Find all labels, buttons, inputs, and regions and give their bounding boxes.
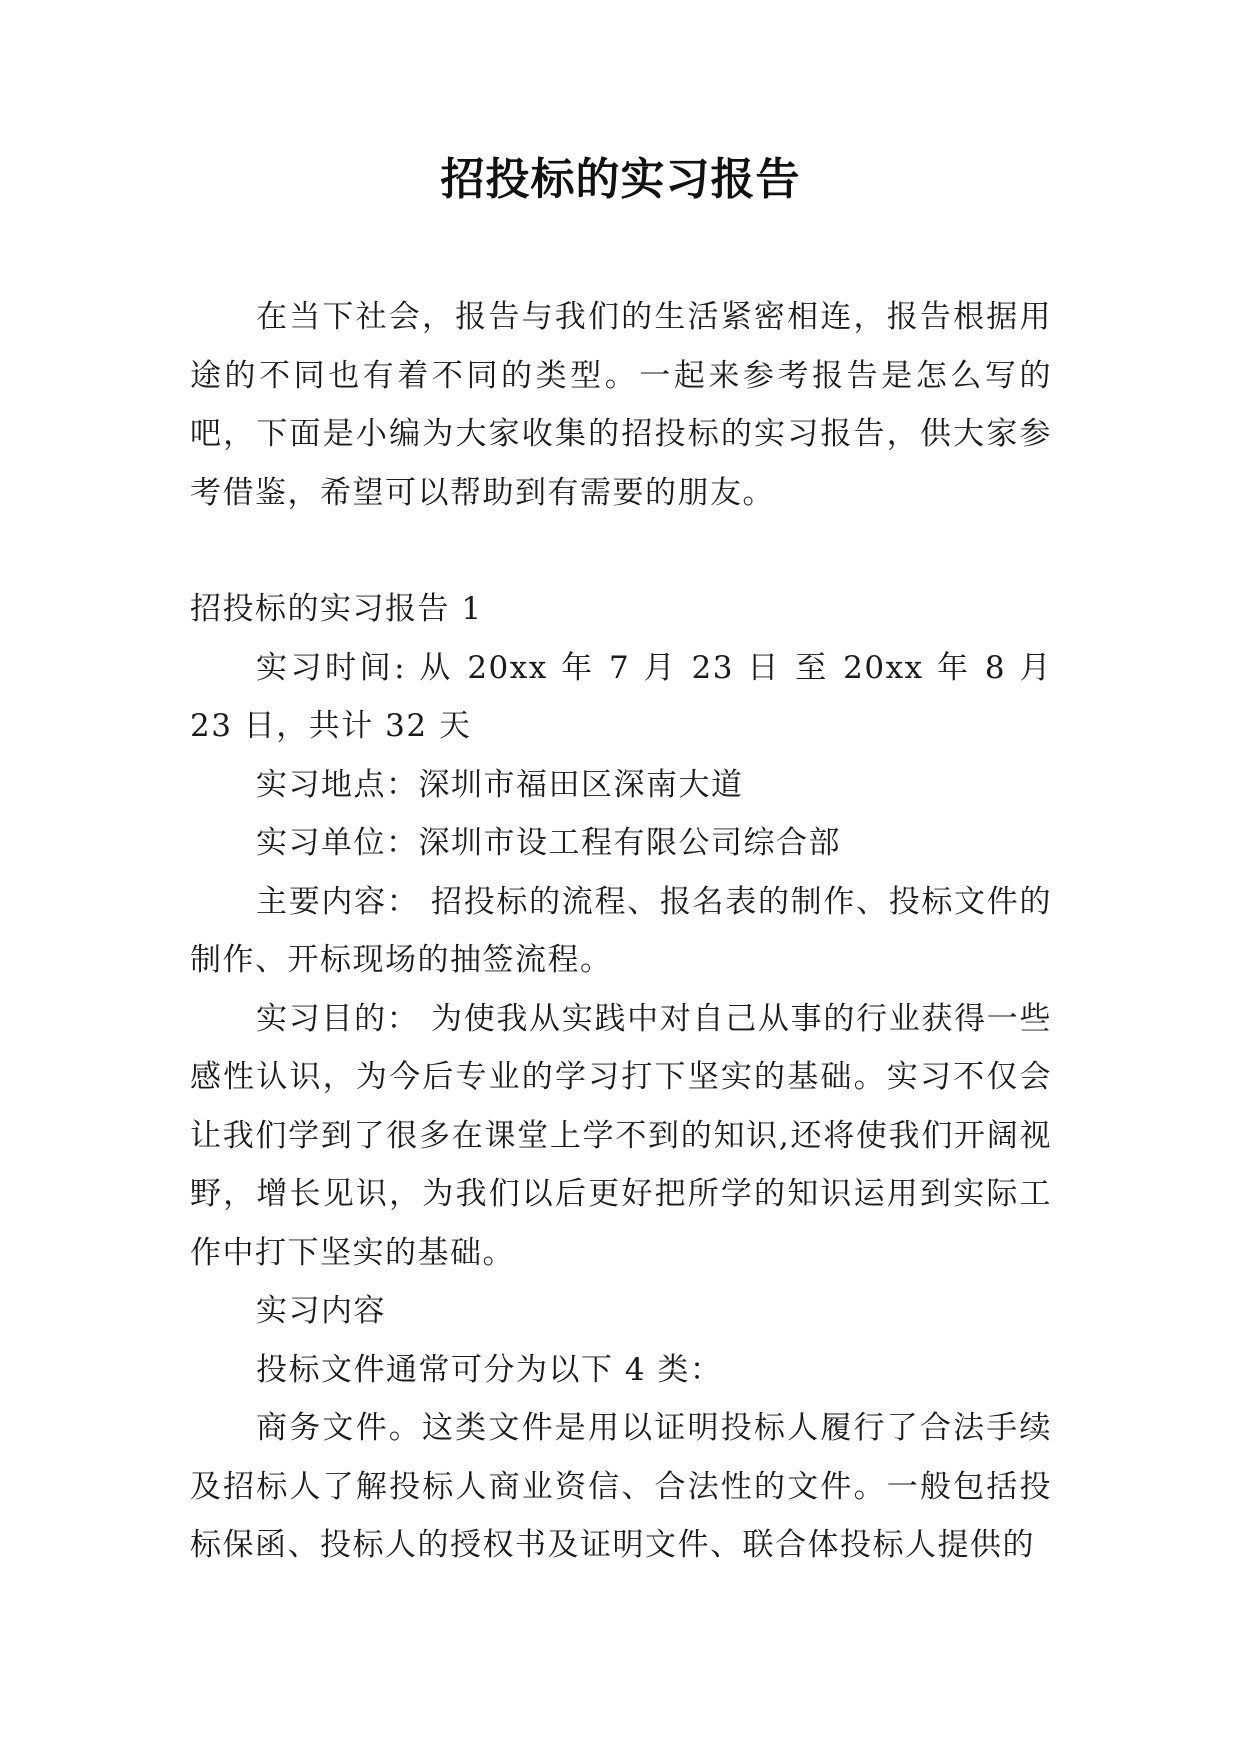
intro-paragraph: 在当下社会，报告与我们的生活紧密相连，报告根据用途的不同也有着不同的类型。一起来参考报告是怎么写的吧，下面是小编为大家收集的招投标的实习报告，供大家参考借鉴，希望可以帮助到有需要的朋友。 [190,299,1052,511]
document-title: 招投标的实习报告 [440,154,801,205]
document-body [190,288,1052,1575]
internship-location: 实习地点：深圳市福田区深南大道 [256,766,744,803]
internship-content-heading: 实习内容 [256,1293,386,1329]
main-content: 主要内容： 招投标的流程、报名表的制作、投标文件的制作、开标现场的抽签流程。 [190,883,1052,978]
paragraph-spacer [190,522,1052,580]
internship-time: 实习时间: 从 20xx 年 7 月 23 日 至 20xx 年 8 月 23 日，共计 32 天 [190,649,1052,744]
bid-document-categories: 投标文件通常可分为以下 4 类： [256,1351,723,1388]
internship-purpose: 实习目的： 为使我从实践中对自己从事的行业获得一些感性认识，为今后专业的学习打下坚实的基础。实习不仅会让我们学到了很多在课堂上学不到的知识,还将使我们开阔视野，增长见识，为我们以后更好把所学的知识运用到实际工作中打下坚实的基础。 [190,1000,1052,1271]
section-heading: 招投标的实习报告 1 [190,591,483,627]
commercial-documents-paragraph: 商务文件。这类文件是用以证明投标人履行了合法手续及招标人了解投标人商业资信、合法性的文件。一般包括投标保函、投标人的授权书及证明文件、联合体投标人提供的 [190,1410,1052,1563]
internship-unit: 实习单位：深圳市设工程有限公司综合部 [256,825,841,861]
